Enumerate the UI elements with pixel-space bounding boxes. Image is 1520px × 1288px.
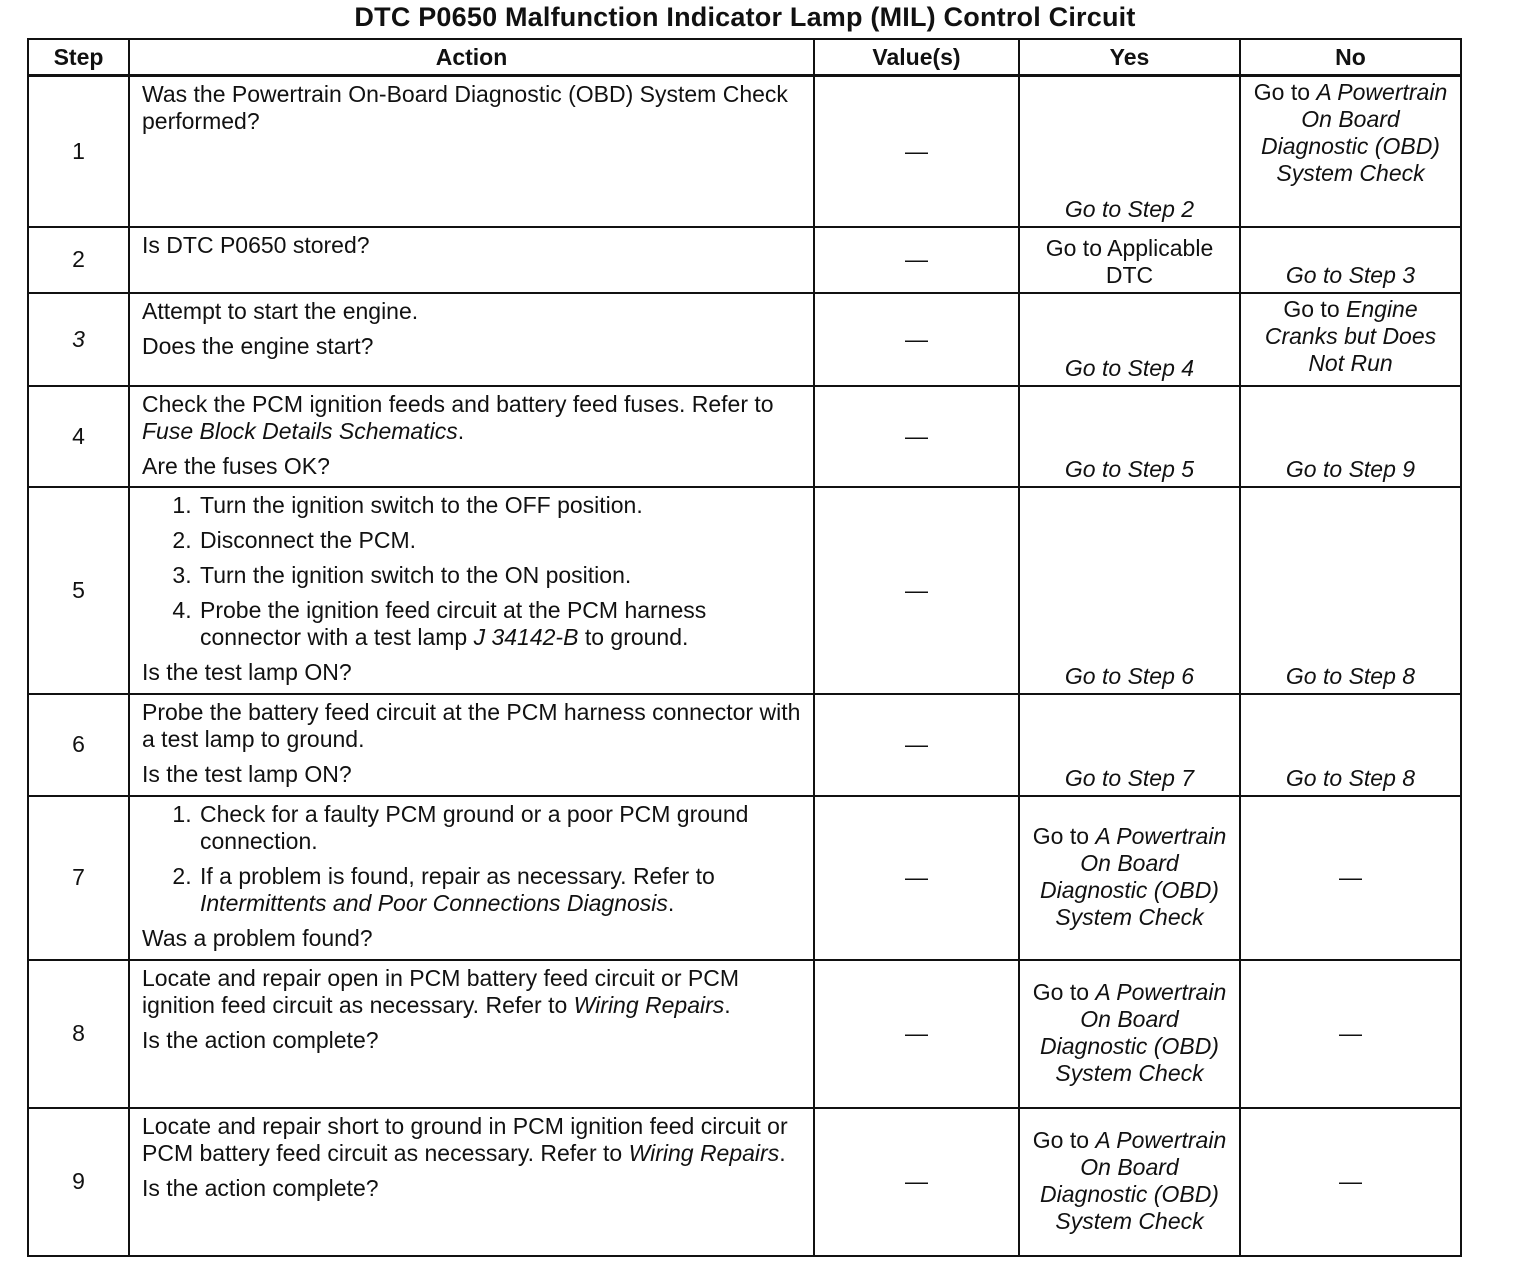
action-cell xyxy=(129,386,814,487)
value-cell: — xyxy=(814,796,1019,960)
step-number: 1 xyxy=(28,76,129,227)
action-question: Is the action complete? xyxy=(142,1174,379,1201)
yes-cell xyxy=(1019,1108,1240,1256)
list-item xyxy=(198,597,803,651)
yes-cell xyxy=(1019,796,1240,960)
item-text: If a problem is found, repair as necessary. Refer to xyxy=(200,862,715,889)
action-instruction: Attempt to start the engine. xyxy=(142,297,419,324)
table-row xyxy=(28,227,1461,293)
list-item: 3. Turn the ignition switch to the ON position. xyxy=(198,562,803,589)
yes-reference: A Powertrain On Board Diagnostic (OBD) System Check xyxy=(1040,823,1227,930)
no-cell: — xyxy=(1240,796,1461,960)
header-action: Action xyxy=(129,39,814,76)
instruction-text: Check the PCM ignition feeds and battery feed fuses. Refer to xyxy=(142,390,774,417)
procedure-list xyxy=(142,801,803,917)
instruction-text: Locate and repair short to ground in PCM ignition feed circuit or PCM battery feed circuit as necessary. Refer to xyxy=(142,1112,788,1166)
value-cell: — xyxy=(814,76,1019,227)
table-row xyxy=(28,487,1461,694)
table-row xyxy=(28,1108,1461,1256)
no-reference: A Powertrain On Board Diagnostic (OBD) System Check xyxy=(1261,79,1448,186)
action-cell xyxy=(129,960,814,1108)
action-cell xyxy=(129,227,814,293)
no-cell: — xyxy=(1240,960,1461,1108)
action-instruction: Probe the battery feed circuit at the PCM harness connector with a test lamp to ground. xyxy=(142,698,801,752)
table-row xyxy=(28,960,1461,1108)
item-reference: Intermittents and Poor Connections Diagnosis xyxy=(200,889,668,916)
header-yes: Yes xyxy=(1019,39,1240,76)
no-cell: — xyxy=(1240,1108,1461,1256)
no-cell: Go to Step 8 xyxy=(1240,487,1461,694)
value-cell: — xyxy=(814,293,1019,386)
value-cell: — xyxy=(814,960,1019,1108)
action-cell xyxy=(129,487,814,694)
tool-reference: J 34142-B xyxy=(473,623,579,650)
value-cell: — xyxy=(814,487,1019,694)
action-question: Is the test lamp ON? xyxy=(142,760,352,787)
instruction-suffix: . xyxy=(779,1139,786,1166)
action-question: Was a problem found? xyxy=(142,924,373,951)
table-row xyxy=(28,796,1461,960)
yes-prefix: Go to xyxy=(1032,1127,1096,1153)
no-cell: Go to Step 9 xyxy=(1240,386,1461,487)
action-instruction xyxy=(142,391,803,445)
yes-cell: Go to Applicable DTC xyxy=(1019,227,1240,293)
action-question: Is DTC P0650 stored? xyxy=(142,231,370,258)
step-number: 3 xyxy=(28,293,129,386)
header-no: No xyxy=(1240,39,1461,76)
procedure-list xyxy=(142,492,803,651)
no-cell xyxy=(1240,293,1461,386)
yes-reference: A Powertrain On Board Diagnostic (OBD) System Check xyxy=(1040,1127,1227,1234)
list-item: 2. Disconnect the PCM. xyxy=(198,527,803,554)
no-cell: Go to Step 3 xyxy=(1240,227,1461,293)
step-number: 9 xyxy=(28,1108,129,1256)
list-item xyxy=(198,863,803,917)
instruction-reference: Wiring Repairs xyxy=(628,1139,780,1166)
instruction-suffix: . xyxy=(724,991,731,1018)
yes-cell: Go to Step 4 xyxy=(1019,293,1240,386)
step-number: 4 xyxy=(28,386,129,487)
action-cell xyxy=(129,796,814,960)
action-question: Is the test lamp ON? xyxy=(142,658,352,685)
yes-prefix: Go to xyxy=(1032,823,1096,849)
list-item: 1. Check for a faulty PCM ground or a poor PCM ground connection. xyxy=(198,801,803,855)
yes-cell: Go to Step 7 xyxy=(1019,694,1240,796)
yes-cell: Go to Step 5 xyxy=(1019,386,1240,487)
item-text: Probe the ignition feed circuit at the PCM harness connector with a test lamp xyxy=(200,596,707,650)
value-cell: — xyxy=(814,386,1019,487)
step-number: 6 xyxy=(28,694,129,796)
table-row xyxy=(28,76,1461,227)
instruction-suffix: . xyxy=(457,417,465,444)
step-number: 8 xyxy=(28,960,129,1108)
step-number: 2 xyxy=(28,227,129,293)
action-instruction xyxy=(142,1113,803,1167)
action-cell xyxy=(129,76,814,227)
no-prefix: Go to xyxy=(1283,295,1347,322)
action-question: Is the action complete? xyxy=(142,1026,379,1053)
header-step: Step xyxy=(28,39,129,76)
step-number: 7 xyxy=(28,796,129,960)
no-cell xyxy=(1240,76,1461,227)
action-instruction xyxy=(142,965,803,1019)
instruction-reference: Wiring Repairs xyxy=(573,991,725,1018)
action-question: Are the fuses OK? xyxy=(142,452,330,479)
yes-cell: Go to Step 2 xyxy=(1019,76,1240,227)
action-question: Was the Powertrain On-Board Diagnostic (OBD) System Check performed? xyxy=(142,81,788,134)
instruction-reference: Fuse Block Details Schematics xyxy=(142,417,458,444)
no-reference: Engine Cranks but Does Not Run xyxy=(1264,295,1437,376)
value-cell: — xyxy=(814,694,1019,796)
yes-reference: A Powertrain On Board Diagnostic (OBD) System Check xyxy=(1040,979,1227,1086)
page-title: DTC P0650 Malfunction Indicator Lamp (MIL) Control Circuit xyxy=(354,2,1136,32)
action-cell xyxy=(129,293,814,386)
value-cell: — xyxy=(814,1108,1019,1256)
table-row xyxy=(28,293,1461,386)
yes-cell xyxy=(1019,960,1240,1108)
table-header-row xyxy=(28,39,1461,76)
value-cell: — xyxy=(814,227,1019,293)
instruction-text: Locate and repair open in PCM battery feed circuit or PCM ignition feed circuit as necessary. Refer to xyxy=(142,964,740,1018)
action-question: Does the engine start? xyxy=(142,332,374,359)
header-values: Value(s) xyxy=(814,39,1019,76)
item-suffix: to ground. xyxy=(578,623,689,650)
diagnostic-table xyxy=(27,38,1462,1257)
yes-prefix: Go to xyxy=(1032,979,1096,1005)
item-suffix: . xyxy=(667,889,675,916)
action-cell xyxy=(129,694,814,796)
action-cell xyxy=(129,1108,814,1256)
no-cell: Go to Step 8 xyxy=(1240,694,1461,796)
table-row xyxy=(28,694,1461,796)
list-item: 1. Turn the ignition switch to the OFF position. xyxy=(198,492,803,519)
table-row xyxy=(28,386,1461,487)
yes-cell: Go to Step 6 xyxy=(1019,487,1240,694)
step-number: 5 xyxy=(28,487,129,694)
no-prefix: Go to xyxy=(1253,79,1317,105)
